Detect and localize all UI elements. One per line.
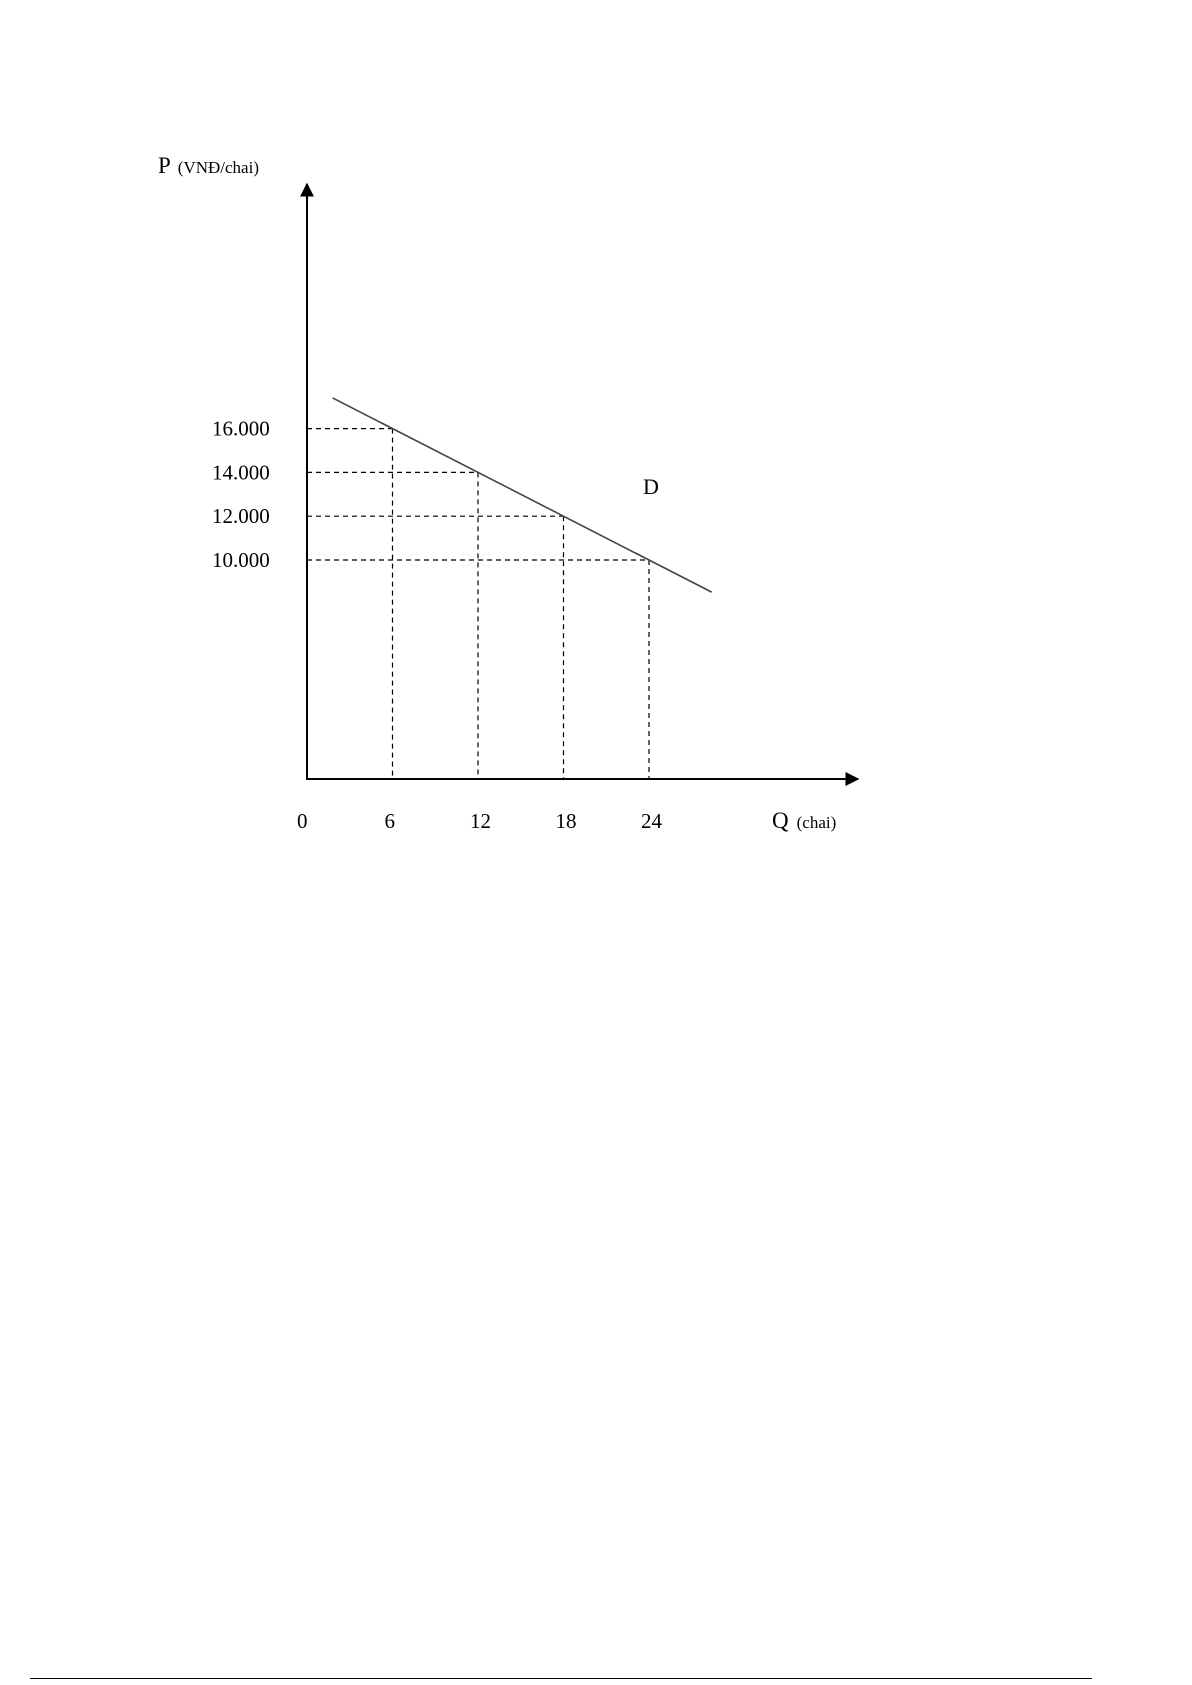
x-tick-label: 0 — [297, 809, 308, 833]
x-tick-labels — [297, 809, 663, 833]
dashed-guides — [307, 429, 649, 779]
y-tick-labels — [212, 417, 270, 572]
y-axis-unit: (VNĐ/chai) — [177, 158, 259, 177]
series-label-d: D — [643, 474, 659, 499]
x-axis-title — [772, 808, 836, 833]
y-tick-label: 12.000 — [212, 504, 270, 529]
x-tick-label: 12 — [470, 809, 491, 833]
x-tick-label: 18 — [555, 809, 577, 833]
x-axis-unit: (chai) — [796, 813, 837, 832]
page-bottom-rule — [30, 1678, 1092, 1679]
x-axis-symbol: Q — [772, 808, 789, 833]
x-tick-label: 6 — [384, 809, 395, 833]
y-axis-symbol: P — [158, 153, 171, 178]
y-axis-title — [158, 153, 259, 178]
y-tick-label: 16.000 — [212, 416, 270, 441]
y-tick-label: 14.000 — [212, 460, 270, 485]
y-tick-label: 10.000 — [212, 548, 270, 572]
x-tick-label: 24 — [641, 809, 662, 833]
